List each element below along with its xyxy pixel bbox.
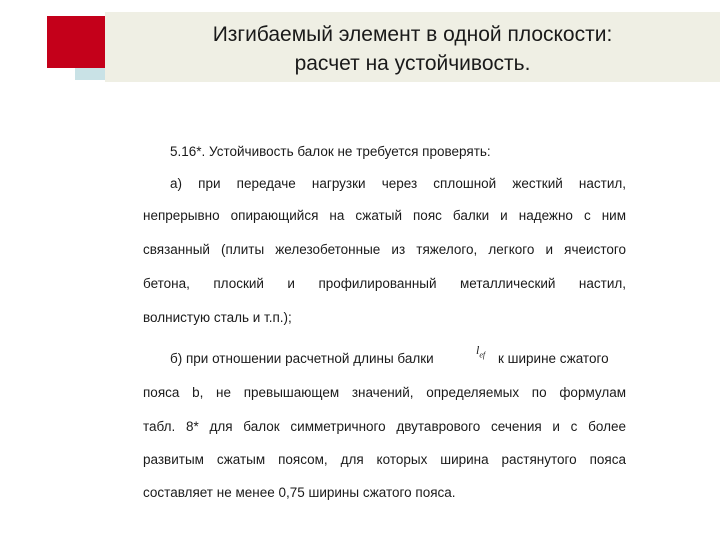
para-a-line-3: связанный (плиты железобетонные из тяжелого, легкого и ячеистого — [143, 242, 626, 257]
section-heading: 5.16*. Устойчивость балок не требуется проверять: — [170, 144, 491, 159]
title-line-1: Изгибаемый элемент в одной плоскости: — [212, 23, 613, 46]
para-a-line-2: непрерывно опирающийся на сжатый пояс балки и надежно с ним — [143, 208, 626, 223]
para-a-line-4: бетона, плоский и профилированный металлический настил, — [143, 276, 626, 291]
para-a-line-5: волнистую сталь и т.п.); — [143, 310, 292, 325]
para-a-line-1: а) при передаче нагрузки через сплошной жесткий настил, — [170, 176, 626, 191]
para-b-line-2: пояса b, не превышающем значений, определяемых по формулам — [143, 385, 626, 400]
para-b-line-3: табл. 8* для балок симметричного двутаврового сечения и с более — [143, 419, 626, 434]
para-b-line-5: составляет не менее 0,75 ширины сжатого пояса. — [143, 485, 456, 500]
para-b-line-1b: к ширине сжатого — [498, 351, 609, 366]
title-line-2: расчет на устойчивость. — [294, 52, 531, 75]
para-b-line-1a: б) при отношении расчетной длины балки — [170, 351, 434, 366]
para-b-line-4: развитым сжатым поясом, для которых ширина растянутого пояса — [143, 452, 626, 467]
formula-l-ef: $l_{ef}$ — [476, 343, 486, 360]
